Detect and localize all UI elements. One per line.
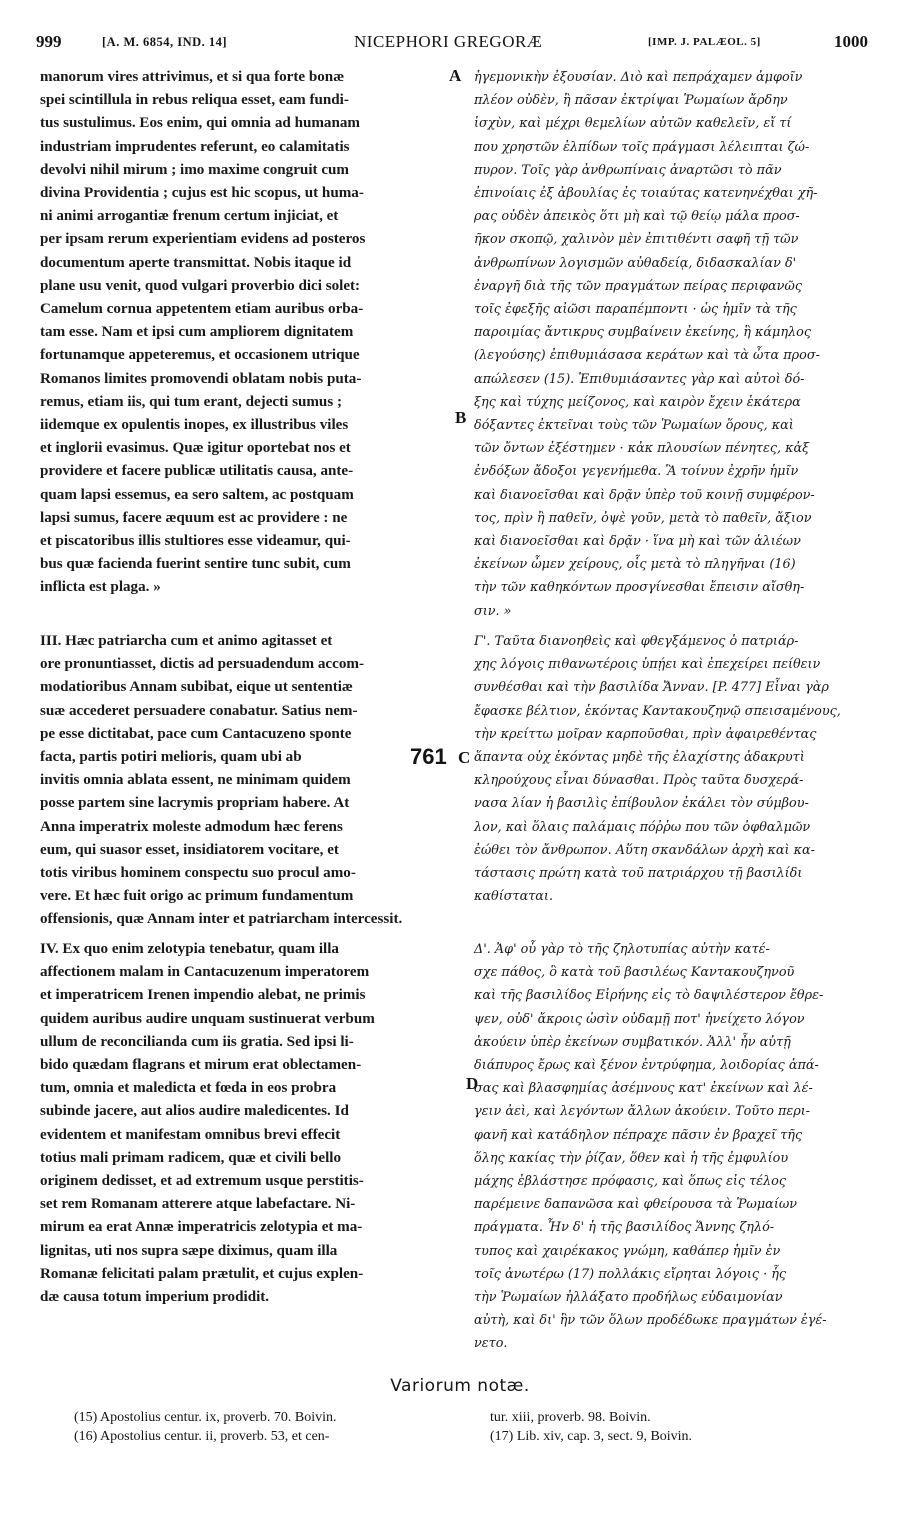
- section-marker-a: A: [449, 66, 462, 85]
- running-head: [36, 32, 876, 58]
- section-marker-b: B: [455, 408, 467, 427]
- section-marker-d: D: [466, 1074, 479, 1093]
- notes-left-column: (15) Apostolius centur. ix, proverb. 70. Boivin. (16) Apostolius centur. ii, proverb. 53, et cen-: [74, 1410, 337, 1444]
- left-running-reference: [A. M. 6854, IND. 14]: [102, 35, 228, 49]
- greek-column-block-2: Γ'. Ταῦτα διανοηθεὶς καὶ φθεγξάμενος ὁ πατριάρ- χης λόγοις πιθανωτέροις ὑπῄει καὶ ἐπεχείρει πείθειν συνθέσθαι καὶ τὴν βασιλίδα Ἄνναν. [P. 477] Εἶναι γὰρ ἔφασκε βέλτιον, ἑκόντας Καντακουζηνῷ σπεισαμένους, τὴν κρείττω μοῖραν καρποῦσθαι, πρὶν ἀφαιρεθέντας ἅπαντα οὐχ ἑκόντας μηδὲ τῆς ἐλαχίστης ἀδακρυτὶ κληρούχους εἶναι δύνασθαι. Πρὸς ταῦτα δυσχερά- νασα λίαν ἡ βασιλὶς ἐπίβουλον ἐκάλει τὸν σύμβου- λον, καὶ ὅλαις παλάμαις πόῤῥω που τῶν ὀφθαλμῶν ἐώθει τὸν ἄνθρωπον. Αὕτη σκανδάλων ἀρχὴ καὶ κα- τάστασις πρώτη κατὰ τοῦ πατριάρχου τῇ βασιλίδι καθίσταται.: [474, 634, 841, 905]
- notes-heading: Variorum notæ.: [390, 1376, 530, 1396]
- right-running-reference: [IMP. J. PALÆOL. 5]: [648, 36, 761, 48]
- running-title: NICEPHORI GREGORÆ: [354, 32, 543, 51]
- latin-column-block-2: III. Hæc patriarcha cum et animo agitasset et ore pronuntiasset, dictis ad persuadendum accom- modatioribus Annam subibat, eique ut sententiæ suæ accederet persuadere conabatur. Satius nem- pe esse dictitabat, pace cum Cantacuzeno sponte facta, partis potiri melioris, quam ubi ab invitis omnia ablata essent, ne minimam quidem posse partem sine lacrymis propriam habere. At Anna imperatrix moleste admodum hæc ferens eum, qui suasor esset, insidiatorem vocitare, et totis viribus hominem conspectu suo procul amo- vere. Et hæc fuit origo ac primum fundamentum offensionis, quæ Annam inter et patriarcham intercessit.: [40, 633, 403, 928]
- section-marker-c: C: [458, 748, 471, 767]
- right-page-number: 1000: [834, 32, 868, 51]
- notes-right-column: tur. xiii, proverb. 98. Boivin. (17) Lib. xiv, cap. 3, sect. 9, Boivin.: [490, 1410, 693, 1444]
- latin-column-block-1: manorum vires attrivimus, et si qua forte bonæ spei scintillula in rebus reliqua esset, eam fundi- tus sustulimus. Eos enim, qui omnia ad humanam industriam imprudentes referunt, eo calamitatis devolvi nihil mirum ; imo maxime congruit cum divina Providentia ; cujus est hic scopus, ut huma- ni animi arrogantiæ frenum certum injiciat, et per ipsam rerum experientiam evidens ad posteros documentum aperte transmittat. Nobis itaque id plane usu venit, quod vulgari proverbio dici solet: Camelum cornua appetentem etiam auribus orba- tam esse. Nam et ipsi cum ampliorem dignitatem fortunamque appeteremus, et occasionem utrique Romanos limites promovendi oblatam nobis puta- remus, etiam iis, qui tum erant, dejecti sumus ; iidemque ex opulentis inopes, ex illustribus viles et inglorii evasimus. Quæ igitur oportebat nos et providere et facere publicæ utilitatis causa, ante- quam lapsi essemus, ea sero saltem, ac postquam lapsi sumus, facere æquum est ac providere : ne et piscatoribus illis stultiores esse videamur, qui- bus quæ facienda fuerint sentire tunc subit, cum inflicta est plaga. »: [40, 69, 366, 596]
- latin-column-block-3: IV. Ex quo enim zelotypia tenebatur, quam illa affectionem malam in Cantacuzenum imperatorem et imperatricem Irenen impendio alebat, ne primis quidem auribus audire unquam sustinuerat verbum ullum de reconcilianda cum iis gratia. Sed ipsi li- bido quædam flagrans et mirum erat oblectamen- tum, omnia et maledicta et fœda in eos probra subinde jacere, aut alios audire maledicentes. Id evidentem et manifestam omnibus brevi effecit totius mali primam radicem, quæ et civili bello originem dedisset, et ad extremum usque perstitis- set rem Romanam atterere atque labefactare. Ni- mirum ea erat Annæ imperatricis zelotypia et ma- lignitas, uti nos supra sæpe diximus, quam illa Romanæ felicitati palam prætulit, et cujus explen- dæ causa totum imperium prodidit.: [40, 941, 375, 1306]
- left-page-number: 999: [36, 32, 62, 51]
- greek-column-block-3: Δ'. Ἀφ' οὗ γὰρ τὸ τῆς ζηλοτυπίας αὐτὴν κατέ- σχε πάθος, ὃ κατὰ τοῦ βασιλέως Καντακουζηνοῦ καὶ τῆς βασιλίδος Εἰρήνης εἰς τὸ δαψιλέστερον ἔθρε- ψεν, οὐδ' ἄκροις ὠσὶν οὐδαμῇ ποτ' ἠνείχετο λόγον ἀκούειν ὑπὲρ ἐκείνων συμβατικόν. Ἀλλ' ἦν αὐτῇ διάπυρος ἔρως καὶ ξένον ἐντρύφημα, λοιδορίας ἁπά- σας καὶ βλασφημίας ἀσέμνους κατ' ἐκείνων καὶ λέ- γειν ἀεὶ, καὶ λεγόντων ἄλλων ἀκούειν. Τοῦτο περι- φανῆ καὶ κατάδηλον πέπραχε πᾶσιν ἐν βραχεῖ τῆς ὅλης κακίας τὴν ῥίζαν, ὅθεν καὶ ἡ τῆς ἐμφυλίου μάχης ἐβλάστησε πρόφασις, καὶ ὅπως εἰς τέλος παρέμεινε δαπανῶσα καὶ φθείρουσα τὰ Ῥωμαίων πράγματα. Ἦν δ' ἡ τῆς βασιλίδος Ἄννης ζηλό- τυπος καὶ χαιρέκακος γνώμη, καθάπερ ἡμῖν ἐν τοῖς ἀνωτέρω (17) πολλάκις εἴρηται λόγοις · ἧς τὴν Ῥωμαίων ἠλλάξατο προδήλως εὐδαιμονίαν αὐτὴ, καὶ δι' ἣν τῶν ὅλων προδέδωκε πραγμάτων ἐγέ- νετο.: [474, 942, 827, 1352]
- inline-page-number: 761: [410, 744, 447, 769]
- greek-column-block-1: ἡγεμονικὴν ἐξουσίαν. Διὸ καὶ πεπράχαμεν ἀμφοῖν πλέον οὐδὲν, ἢ πᾶσαν ἐκτρίψαι Ῥωμαίων ἄρδην ἰσχὺν, καὶ μέχρι θεμελίων αὐτῶν καθελεῖν, εἴ τί που χρηστῶν ἐλπίδων τοῖς πράγμασι λέλειπται ζώ- πυρον. Τοῖς γὰρ ἀνθρωπίναις ἀναρτῶσι τὸ πᾶν ἐπινοίαις ἐξ ἀβουλίας ἐς τοιαύτας κατενηνέχθαι χῆ- ρας οὐδὲν ἀπεικὸς ὅτι μὴ καὶ τῷ θείῳ μάλα προσ- ῆκον σκοπῷ, χαλινὸν μὲν ἐπιτιθέντι σαφῆ τῇ τῶν ἀνθρωπίνων λογισμῶν αὐθαδείᾳ, διδασκαλίαν δ' ἐναργῆ διὰ τῆς τῶν πραγμάτων πείρας περιφανῶς τοῖς ἐφεξῆς αἰῶσι παραπέμποντι · ὡς ἡμῖν τὰ τῆς παροιμίας ἄντικρυς συμβαίνειν ἐκείνης, ἣ κάμηλος (λεγούσης) ἐπιθυμιάσασα κεράτων καὶ τὰ ὦτα προσ- απώλεσεν (15). Ἐπιθυμιάσαντες γὰρ καὶ αὐτοὶ δό- ξης καὶ τύχης μείζονος, καὶ καιρὸν ἔχειν ἑκάτερα δόξαντες ἐκτεῖναι τοὺς τῶν Ῥωμαίων ὅρους, καὶ τῶν ὄντων ἐξέστημεν · κἀκ πλουσίων πένητες, κἀξ ἐνδόξων ἄδοξοι γεγενήμεθα. Ἃ τοίνυν ἐχρῆν ἡμῖν καὶ διανοεῖσθαι καὶ δρᾷν ὑπὲρ τοῦ κοινῇ συμφέρον- τος, πρὶν ἢ παθεῖν, ὀψὲ γοῦν, μετὰ τὸ παθεῖν, ἄξιον καὶ διανοεῖσθαι καὶ δρᾷν · ἵνα μὴ καὶ τῶν ἁλιέων ἐκείνων ὦμεν χείρους, οἷς μετὰ τὸ πληγῆναι (16) τὴν τῶν καθηκόντων προσγίνεσθαι ἔπεισιν αἴσθη- σιν. »: [474, 70, 820, 619]
